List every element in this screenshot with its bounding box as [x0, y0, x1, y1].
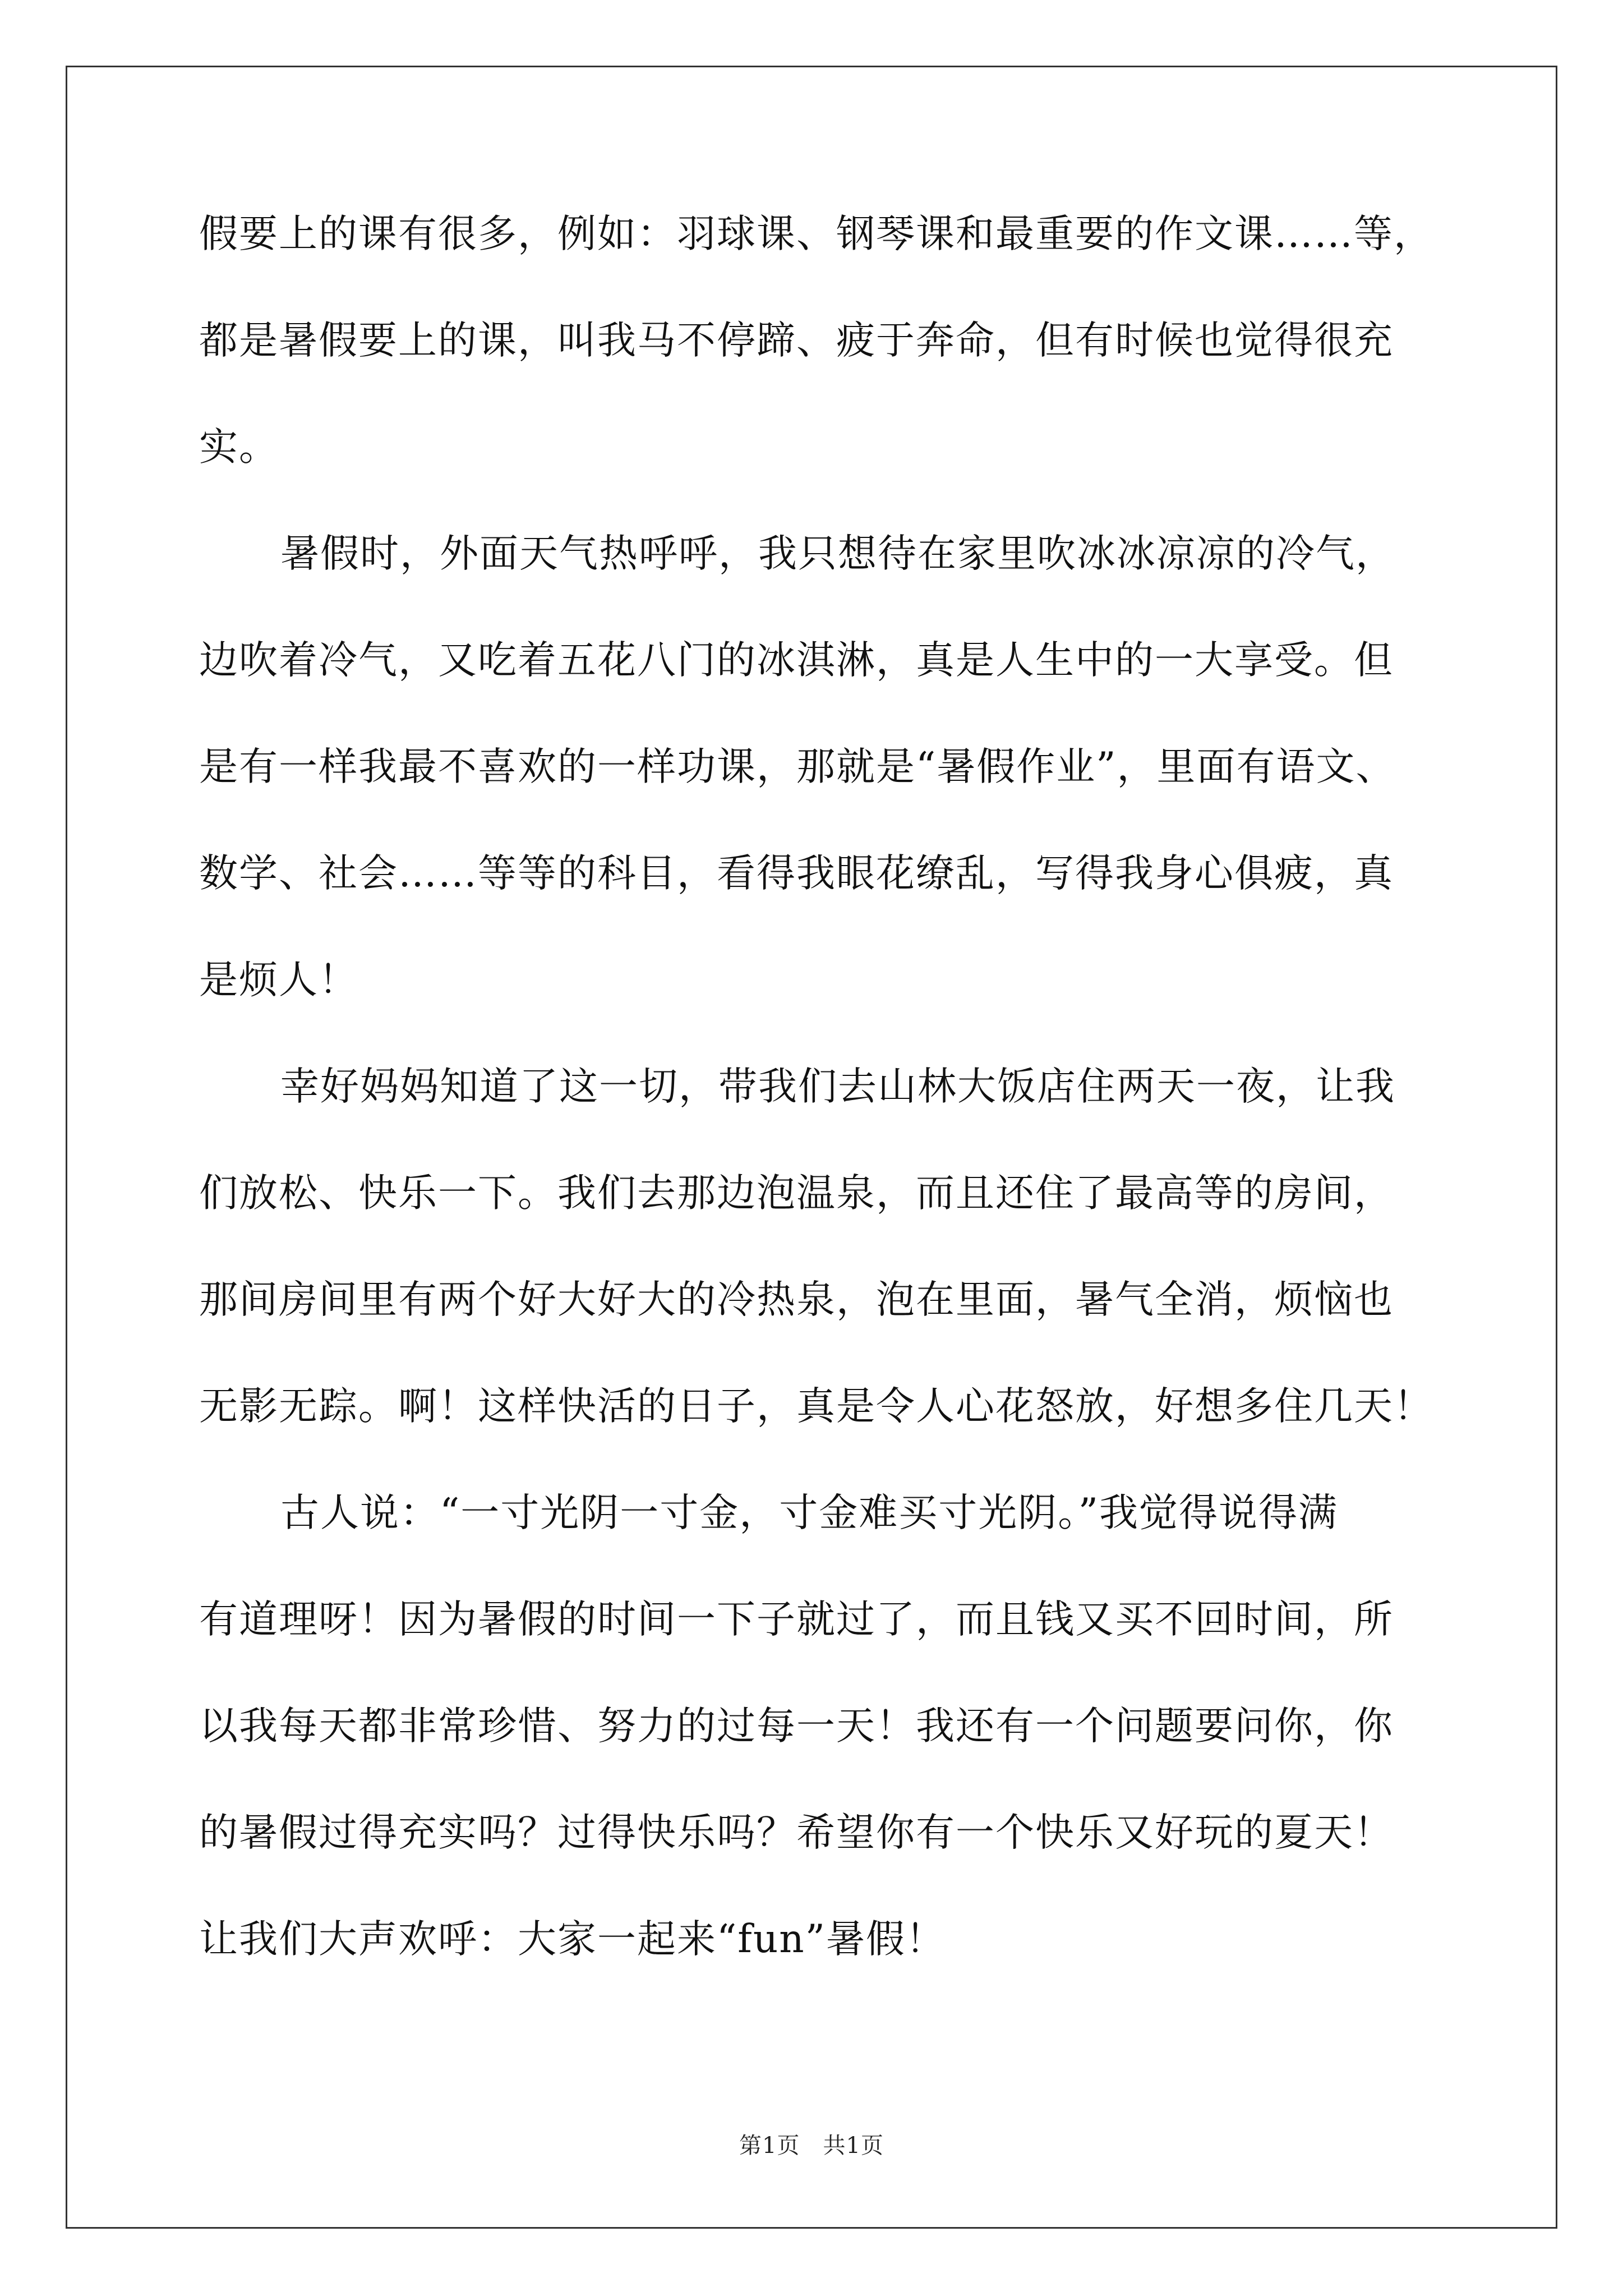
text-line: 以我每天都非常珍惜、努力的过每一天！我还有一个问题要问你，你 — [199, 1704, 1394, 1749]
text-line: 古人说：“一寸光阴一寸金，寸金难买寸光阴。”我觉得说得满 — [280, 1490, 1339, 1535]
text-line: 有道理呀！因为暑假的时间一下子就过了，而且钱又买不回时间，所 — [199, 1597, 1394, 1642]
document-body — [199, 208, 1483, 2019]
text-line: 边吹着冷气，又吃着五花八门的冰淇淋，真是人生中的一大享受。但 — [199, 638, 1394, 683]
text-line: 实。 — [199, 425, 279, 470]
page-footer: 第1页 共1页 — [739, 2133, 884, 2159]
text-line: 的暑假过得充实吗？过得快乐吗？希望你有一个快乐又好玩的夏天！ — [199, 1810, 1394, 1855]
text-line: 无影无踪。啊！这样快活的日子，真是令人心花怒放，好想多住几天！ — [199, 1384, 1433, 1429]
text-line: 让我们大声欢呼：大家一起来“fun”暑假！ — [199, 1917, 946, 1962]
text-line: 假要上的课有很多，例如：羽球课、钢琴课和最重要的作文课……等， — [199, 211, 1433, 256]
text-line: 都是暑假要上的课，叫我马不停蹄、疲于奔命，但有时候也觉得很充 — [199, 318, 1394, 363]
text-line: 幸好妈妈知道了这一切，带我们去山林大饭店住两天一夜，让我 — [280, 1064, 1395, 1109]
text-line: 是烦人！ — [199, 958, 358, 1002]
text-line: 是有一样我最不喜欢的一样功课，那就是“暑假作业”，里面有语文、 — [199, 744, 1396, 789]
text-line: 数学、社会……等等的科目，看得我眼花缭乱，写得我身心俱疲，真 — [199, 851, 1394, 896]
text-line: 暑假时，外面天气热呼呼，我只想待在家里吹冰冰凉凉的冷气， — [280, 531, 1395, 576]
text-line: 那间房间里有两个好大好大的冷热泉，泡在里面，暑气全消，烦恼也 — [199, 1277, 1394, 1322]
text-line: 们放松、快乐一下。我们去那边泡温泉，而且还住了最高等的房间， — [199, 1171, 1394, 1216]
